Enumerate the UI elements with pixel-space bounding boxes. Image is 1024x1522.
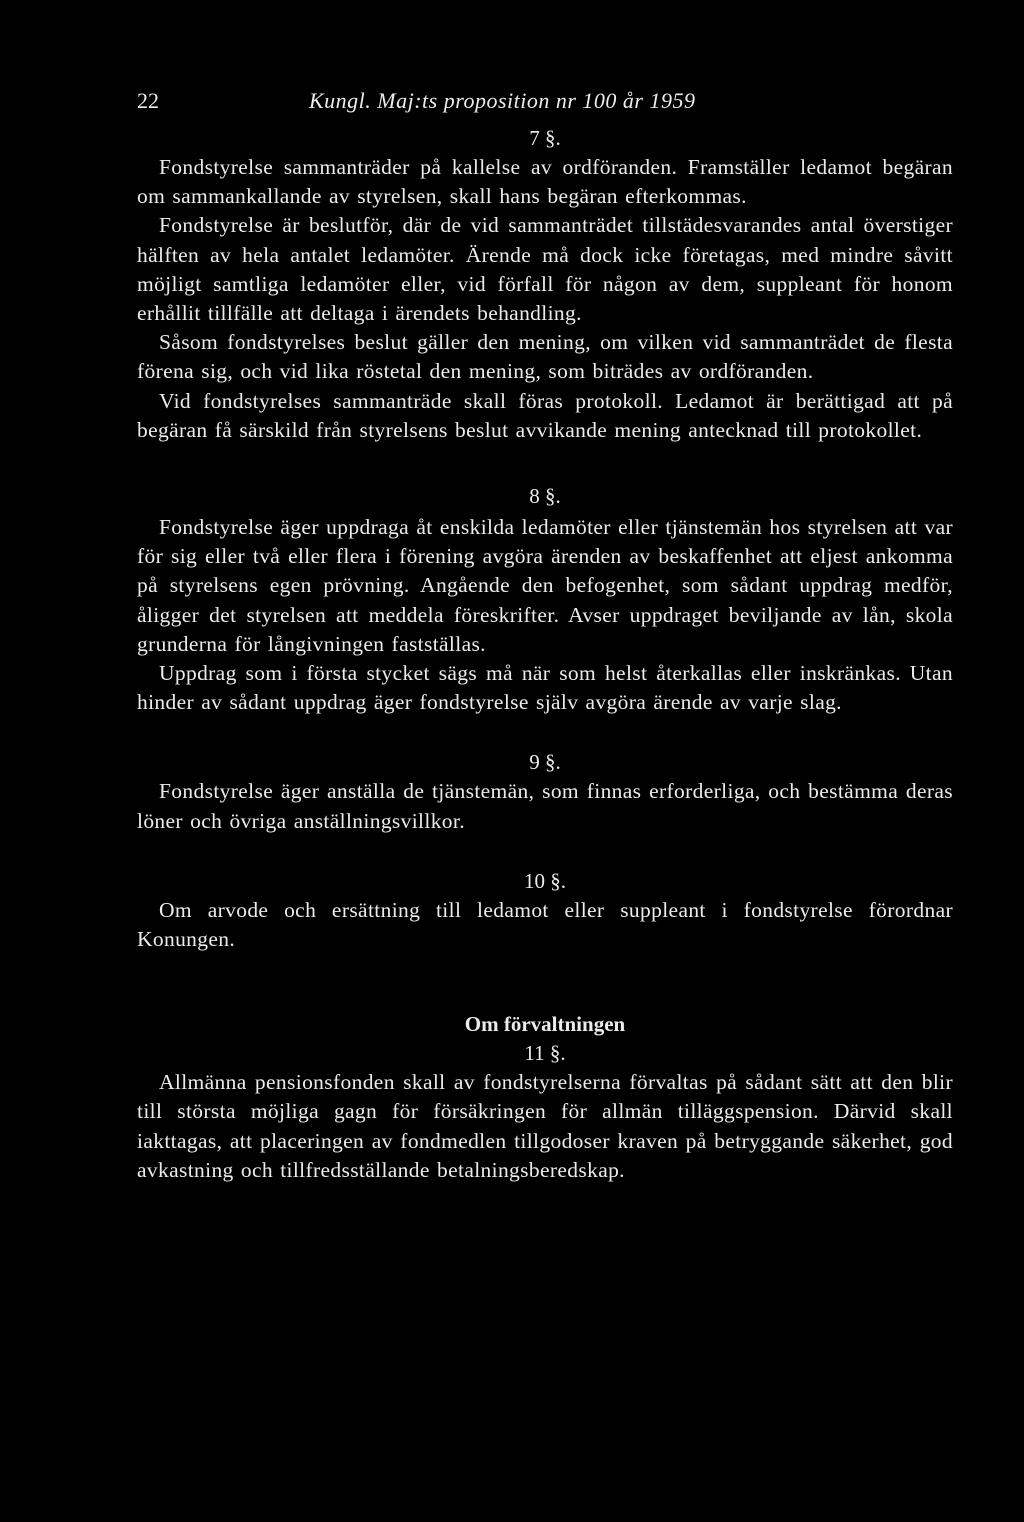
chapter-heading: Om förvaltningen — [464, 1012, 626, 1037]
section-7-paragraph: Vid fondstyrelses sammanträde skall föras protokoll. Ledamot är berättigad att på begäran få särskild från styrelsens beslut avvikande mening antecknad till protokollet. — [137, 388, 953, 442]
section-8 — [137, 482, 953, 717]
spacer — [137, 836, 953, 867]
section-heading-7: 7 §. — [529, 126, 561, 150]
section-11-paragraph: Allmänna pensionsfonden skall av fondstyrelserna förvaltas på sådant sätt att den blir till största möjliga gagn för försäkringen för allmän tilläggspension. Därvid skall iakttagas, att placeringen av fondmedlen tillgodoser kraven på betryggande säkerhet, god avkastning och tillfredsställande betalningsberedskap. — [137, 1070, 953, 1182]
section-heading-11: 11 §. — [524, 1041, 566, 1066]
running-head — [137, 88, 953, 124]
section-7-paragraph: Såsom fondstyrelses beslut gäller den mening, om vilken vid sammanträdet de flesta förena sig, och vid lika röstetal den mening, som biträdes av ordföranden. — [137, 330, 953, 384]
section-11 — [137, 1039, 953, 1185]
section-9-paragraph: Fondstyrelse äger anställa de tjänstemän, som finnas erforderliga, och bestämma deras löner och övriga anställningsvillkor. — [137, 779, 953, 833]
spacer — [137, 717, 953, 748]
section-10 — [137, 867, 953, 954]
section-heading-9: 9 §. — [529, 750, 561, 775]
page-number: 22 — [137, 88, 159, 113]
section-10-paragraph: Om arvode och ersättning till ledamot eller suppleant i fondstyrelse förordnar Konungen. — [137, 897, 953, 952]
section-9 — [137, 748, 953, 835]
spacer — [137, 954, 953, 1010]
section-7 — [137, 124, 953, 445]
document-page — [137, 88, 953, 1185]
section-8-paragraph: Uppdrag som i första stycket sägs må när som helst återkallas eller inskränkas. Utan hinder av sådant uppdrag äger fondstyrelse själv avgöra ärende av varje slag. — [137, 661, 953, 715]
section-8-paragraph: Fondstyrelse äger uppdraga åt enskilda ledamöter eller tjänstemän hos styrelsen att var för sig eller två eller flera i förening avgöra ärenden av beskaffenhet att eljest ankomma på styrelsens egen prövning. Angående den befogenhet, som sådant uppdrag medför, åligger det styrelsen att meddela föreskrifter. Avser uppdraget beviljande av lån, skola grunderna för långivningen fastställas. — [137, 515, 953, 656]
spacer — [137, 445, 953, 482]
section-7-paragraph: Fondstyrelse är beslutför, där de vid sammanträdet tillstädesvarandes antal överstiger hälften av hela antalet ledamöter. Ärende må dock icke företagas, med mindre såvitt möjligt samtliga ledamöter eller, vid förfall för någon av dem, suppleant för honom erhållit tillfälle att deltaga i ärendets behandling. — [137, 213, 953, 326]
running-title: Kungl. Maj:ts proposition nr 100 år 1959 — [309, 88, 696, 113]
section-heading-8: 8 §. — [529, 484, 561, 509]
section-7-paragraph: Fondstyrelse sammanträder på kallelse av ordföranden. Framställer ledamot begäran om sammankallande av styrelsen, skall hans begäran efterkommas. — [137, 155, 953, 209]
section-heading-10: 10 §. — [524, 868, 566, 893]
